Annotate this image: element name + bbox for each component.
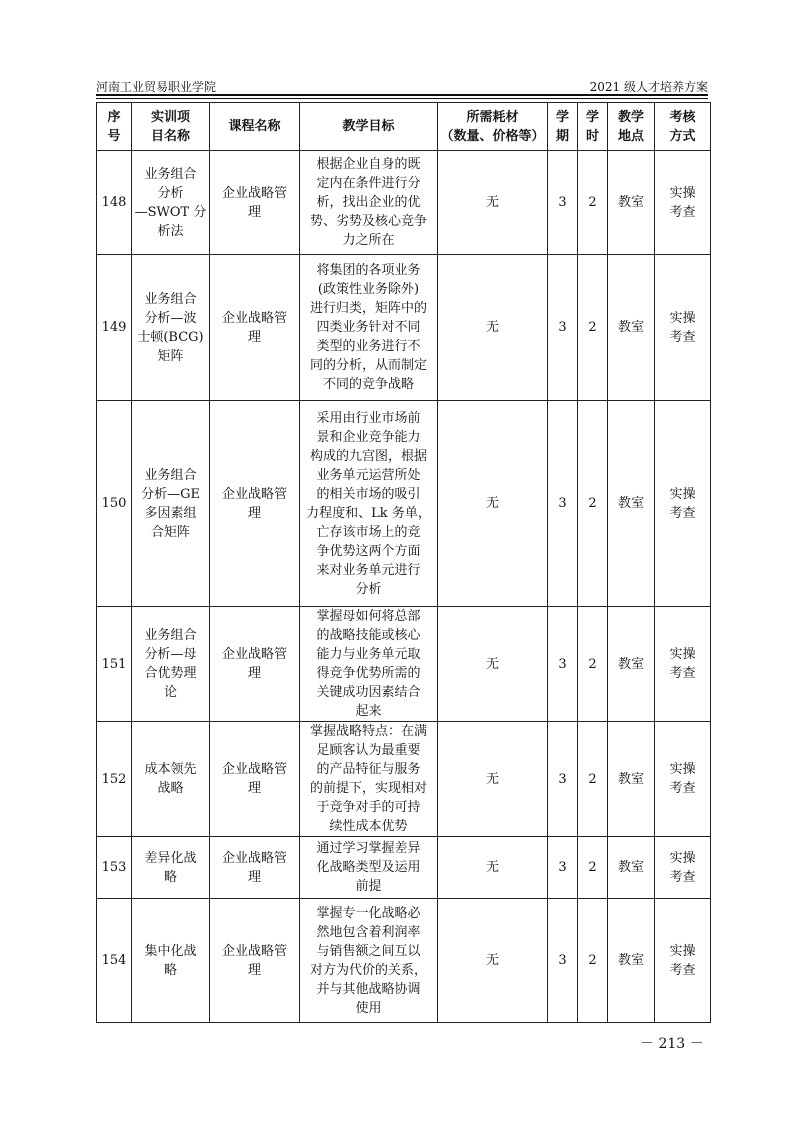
cell-project (132, 151, 210, 255)
cell-text-line: 企业战略管 (221, 943, 287, 959)
cell-materials: 无 (438, 151, 548, 255)
cell-term: 3 (548, 401, 578, 607)
cell-assess (655, 607, 711, 722)
cell-text-line: 与销售额之间互以 (316, 943, 421, 959)
cell-no: 149 (97, 255, 132, 401)
cell-goal (300, 151, 438, 255)
header-text-line: 课程名称 (228, 119, 281, 134)
cell-goal (300, 722, 438, 837)
cell-materials: 无 (438, 401, 548, 607)
cell-text-line: 考查 (669, 505, 696, 521)
cell-course (210, 899, 300, 1023)
cell-text-line: 关键成功因素结合 (316, 685, 421, 700)
header-rule-thin (96, 98, 708, 99)
cell-assess (655, 151, 711, 255)
cell-course (210, 401, 300, 607)
cell-assess (655, 837, 711, 899)
cell-place: 教室 (608, 899, 655, 1023)
table-row (97, 837, 711, 899)
cell-project (132, 255, 210, 401)
cell-no: 153 (97, 837, 132, 899)
header-rule-thick (96, 94, 708, 96)
cell-text-line: 的前提下，实现相对 (309, 781, 427, 796)
cell-text-line: 业务单元运营所处 (316, 467, 421, 483)
cell-term: 3 (548, 899, 578, 1023)
cell-text-line: 业务组合 (144, 291, 197, 307)
cell-goal (300, 837, 438, 899)
col-header-goal (300, 103, 438, 151)
cell-term: 3 (548, 151, 578, 255)
cell-text-line: 实操 (669, 762, 696, 777)
cell-text-line: 足顾客认为最重要 (316, 743, 421, 758)
cell-text-line: 多因素组 (144, 505, 197, 521)
col-header-project (132, 103, 210, 151)
col-header-assess (655, 103, 711, 151)
cell-text-line: 理 (247, 666, 261, 681)
col-header-course (210, 103, 300, 151)
cell-text-line: 理 (247, 329, 261, 345)
cell-text-line: 的战略技能或核心 (316, 628, 421, 643)
cell-course (210, 607, 300, 722)
cell-term: 3 (548, 722, 578, 837)
cell-place: 教室 (608, 607, 655, 722)
cell-course (210, 837, 300, 899)
cell-hours: 2 (578, 255, 608, 401)
table-row (97, 401, 711, 607)
cell-no: 152 (97, 722, 132, 837)
cell-text-line: 分析 (355, 581, 382, 597)
header-text-line: 时 (585, 128, 599, 144)
cell-text-line: 集中化战 (144, 943, 197, 959)
cell-text-line: 业务组合 (144, 628, 197, 643)
cell-text-line: 企业战略管 (221, 762, 287, 777)
cell-text-line: 考查 (669, 329, 696, 345)
header-text-line: 实训项 (150, 109, 190, 125)
cell-text-line: 构成的九宫图，根据 (309, 448, 427, 464)
cell-goal (300, 401, 438, 607)
cell-text-line: 略 (163, 869, 177, 885)
cell-text-line: 理 (247, 204, 261, 220)
cell-text-line: 考查 (669, 781, 696, 796)
cell-text-line: 然地包含着利润率 (316, 924, 421, 940)
cell-text-line: 并与其他战略协调 (316, 981, 421, 997)
table-row (97, 722, 711, 837)
cell-text-line: 析，找出企业的优 (316, 195, 421, 210)
cell-materials: 无 (438, 722, 548, 837)
header-text-line: 号 (107, 128, 121, 144)
cell-project (132, 722, 210, 837)
cell-text-line: 分析 (157, 185, 184, 201)
cell-goal (300, 899, 438, 1023)
cell-text-line: 掌握战略特点：在满 (309, 724, 427, 739)
header-text-line: （数量、价格等） (440, 128, 545, 144)
col-header-materials (438, 103, 548, 151)
cell-text-line: 类型的业务进行不 (316, 339, 421, 354)
col-header-term (548, 103, 578, 151)
cell-text-line: 企业战略管 (221, 486, 287, 502)
cell-text-line: 士顿(BCG) (137, 329, 204, 345)
cell-place: 教室 (608, 837, 655, 899)
cell-text-line: 对方为代价的关系， (309, 962, 427, 978)
table-row (97, 255, 711, 401)
cell-text-line: 定内在条件进行分 (316, 176, 421, 191)
cell-text-line: 通过学习掌握差异 (316, 841, 421, 856)
cell-course (210, 151, 300, 255)
cell-no: 150 (97, 401, 132, 607)
cell-text-line: 掌握专一化战略必 (316, 905, 421, 921)
cell-text-line: 合矩阵 (150, 524, 190, 540)
cell-text-line: 于竞争对手的可持 (316, 800, 421, 815)
header-text-line: 序 (107, 109, 121, 125)
cell-text-line: 分析—母 (144, 647, 197, 662)
cell-text-line: 析法 (157, 223, 184, 239)
cell-project (132, 837, 210, 899)
cell-text-line: 得竞争优势所需的 (316, 666, 421, 681)
cell-hours: 2 (578, 151, 608, 255)
table-header-row (97, 103, 711, 151)
cell-text-line: 采用由行业市场前 (316, 410, 421, 426)
cell-text-line: 理 (247, 869, 261, 885)
document-title: 2021 级人才培养方案 (589, 80, 708, 94)
cell-text-line: 势、劣势及核心竞争 (309, 214, 427, 229)
cell-term: 3 (548, 607, 578, 722)
cell-place: 教室 (608, 722, 655, 837)
page-header (96, 76, 708, 96)
cell-text-line: 考查 (669, 962, 696, 978)
cell-materials: 无 (438, 899, 548, 1023)
cell-materials: 无 (438, 255, 548, 401)
header-text-line: 方式 (669, 128, 696, 144)
cell-no: 148 (97, 151, 132, 255)
cell-place: 教室 (608, 151, 655, 255)
cell-text-line: 实操 (669, 486, 696, 502)
header-text-line: 学 (555, 109, 569, 125)
cell-text-line: 起来 (355, 704, 382, 719)
cell-text-line: 成本领先 (144, 762, 197, 777)
page-number: － 213 － (640, 1036, 704, 1052)
header-text-line: 教学目标 (342, 119, 395, 134)
cell-text-line: 略 (163, 962, 177, 978)
cell-text-line: 业务组合 (144, 467, 197, 483)
cell-term: 3 (548, 837, 578, 899)
cell-text-line: 业务组合 (144, 166, 197, 182)
cell-text-line: 企业战略管 (221, 310, 287, 326)
cell-goal (300, 607, 438, 722)
school-name: 河南工业贸易职业学院 (96, 80, 217, 94)
cell-text-line: 战略 (157, 781, 184, 796)
cell-assess (655, 899, 711, 1023)
header-text-line: 地点 (617, 128, 644, 144)
cell-text-line: 分析—波 (144, 310, 197, 326)
cell-text-line: (政策性业务除外) (317, 282, 420, 297)
cell-hours: 2 (578, 722, 608, 837)
cell-hours: 2 (578, 837, 608, 899)
cell-text-line: 争优势这两个方面 (316, 543, 421, 559)
cell-text-line: 矩阵 (157, 348, 184, 364)
cell-no: 151 (97, 607, 132, 722)
cell-text-line: 实操 (669, 943, 696, 959)
cell-course (210, 722, 300, 837)
cell-assess (655, 722, 711, 837)
cell-text-line: 差异化战 (144, 850, 197, 866)
cell-text-line: 考查 (669, 869, 696, 885)
cell-text-line: 考查 (669, 666, 696, 681)
cell-text-line: 掌握母如何将总部 (316, 609, 421, 624)
cell-text-line: 续性成本优势 (329, 819, 408, 834)
cell-text-line: 不同的竞争战略 (322, 377, 414, 392)
cell-text-line: 的相关市场的吸引 (316, 486, 421, 502)
cell-text-line: 同的分析，从而制定 (309, 358, 427, 373)
cell-project (132, 899, 210, 1023)
cell-materials: 无 (438, 837, 548, 899)
col-header-no (97, 103, 132, 151)
cell-term: 3 (548, 255, 578, 401)
cell-text-line: 力程度和、Lk 务单， (306, 505, 431, 521)
col-header-place (608, 103, 655, 151)
cell-text-line: 实操 (669, 185, 696, 201)
header-text-line: 学 (585, 109, 599, 125)
cell-goal (300, 255, 438, 401)
cell-text-line: 考查 (669, 204, 696, 220)
cell-text-line: 实操 (669, 647, 696, 662)
header-text-line: 目名称 (150, 128, 190, 144)
cell-text-line: —SWOT 分 (134, 204, 207, 220)
cell-assess (655, 255, 711, 401)
header-text-line: 教学 (617, 109, 644, 125)
cell-text-line: 理 (247, 962, 261, 978)
cell-materials: 无 (438, 607, 548, 722)
table-row (97, 899, 711, 1023)
cell-text-line: 将集团的各项业务 (316, 263, 421, 278)
cell-text-line: 能力与业务单元取 (316, 647, 421, 662)
cell-text-line: 企业战略管 (221, 185, 287, 201)
cell-course (210, 255, 300, 401)
cell-text-line: 合优势理 (144, 666, 197, 681)
table-row (97, 607, 711, 722)
cell-text-line: 景和企业竞争能力 (316, 429, 421, 445)
cell-project (132, 401, 210, 607)
cell-text-line: 论 (163, 685, 177, 700)
header-text-line: 考核 (669, 109, 696, 125)
cell-text-line: 四类业务针对不同 (316, 320, 421, 335)
cell-assess (655, 401, 711, 607)
cell-text-line: 来对业务单元进行 (316, 562, 421, 578)
cell-text-line: 企业战略管 (221, 647, 287, 662)
cell-text-line: 亡存该市场上的竞 (316, 524, 421, 540)
cell-text-line: 分析—GE (141, 486, 200, 502)
cell-text-line: 理 (247, 505, 261, 521)
cell-text-line: 使用 (355, 1000, 382, 1016)
cell-text-line: 根据企业自身的既 (316, 157, 421, 172)
col-header-hours (578, 103, 608, 151)
header-text-line: 期 (555, 128, 569, 144)
cell-hours: 2 (578, 401, 608, 607)
cell-text-line: 实操 (669, 850, 696, 866)
cell-text-line: 进行归类，矩阵中的 (309, 301, 427, 316)
cell-no: 154 (97, 899, 132, 1023)
cell-text-line: 理 (247, 781, 261, 796)
cell-hours: 2 (578, 899, 608, 1023)
cell-project (132, 607, 210, 722)
cell-text-line: 化战略类型及运用 (316, 860, 421, 875)
cell-hours: 2 (578, 607, 608, 722)
cell-text-line: 实操 (669, 310, 696, 326)
cell-place: 教室 (608, 255, 655, 401)
cell-text-line: 企业战略管 (221, 850, 287, 866)
cell-text-line: 的产品特征与服务 (316, 762, 421, 777)
cell-text-line: 前提 (355, 879, 382, 894)
header-text-line: 所需耗材 (466, 109, 519, 125)
training-table (96, 102, 711, 1023)
cell-place: 教室 (608, 401, 655, 607)
cell-text-line: 力之所在 (342, 233, 395, 248)
table-row (97, 151, 711, 255)
